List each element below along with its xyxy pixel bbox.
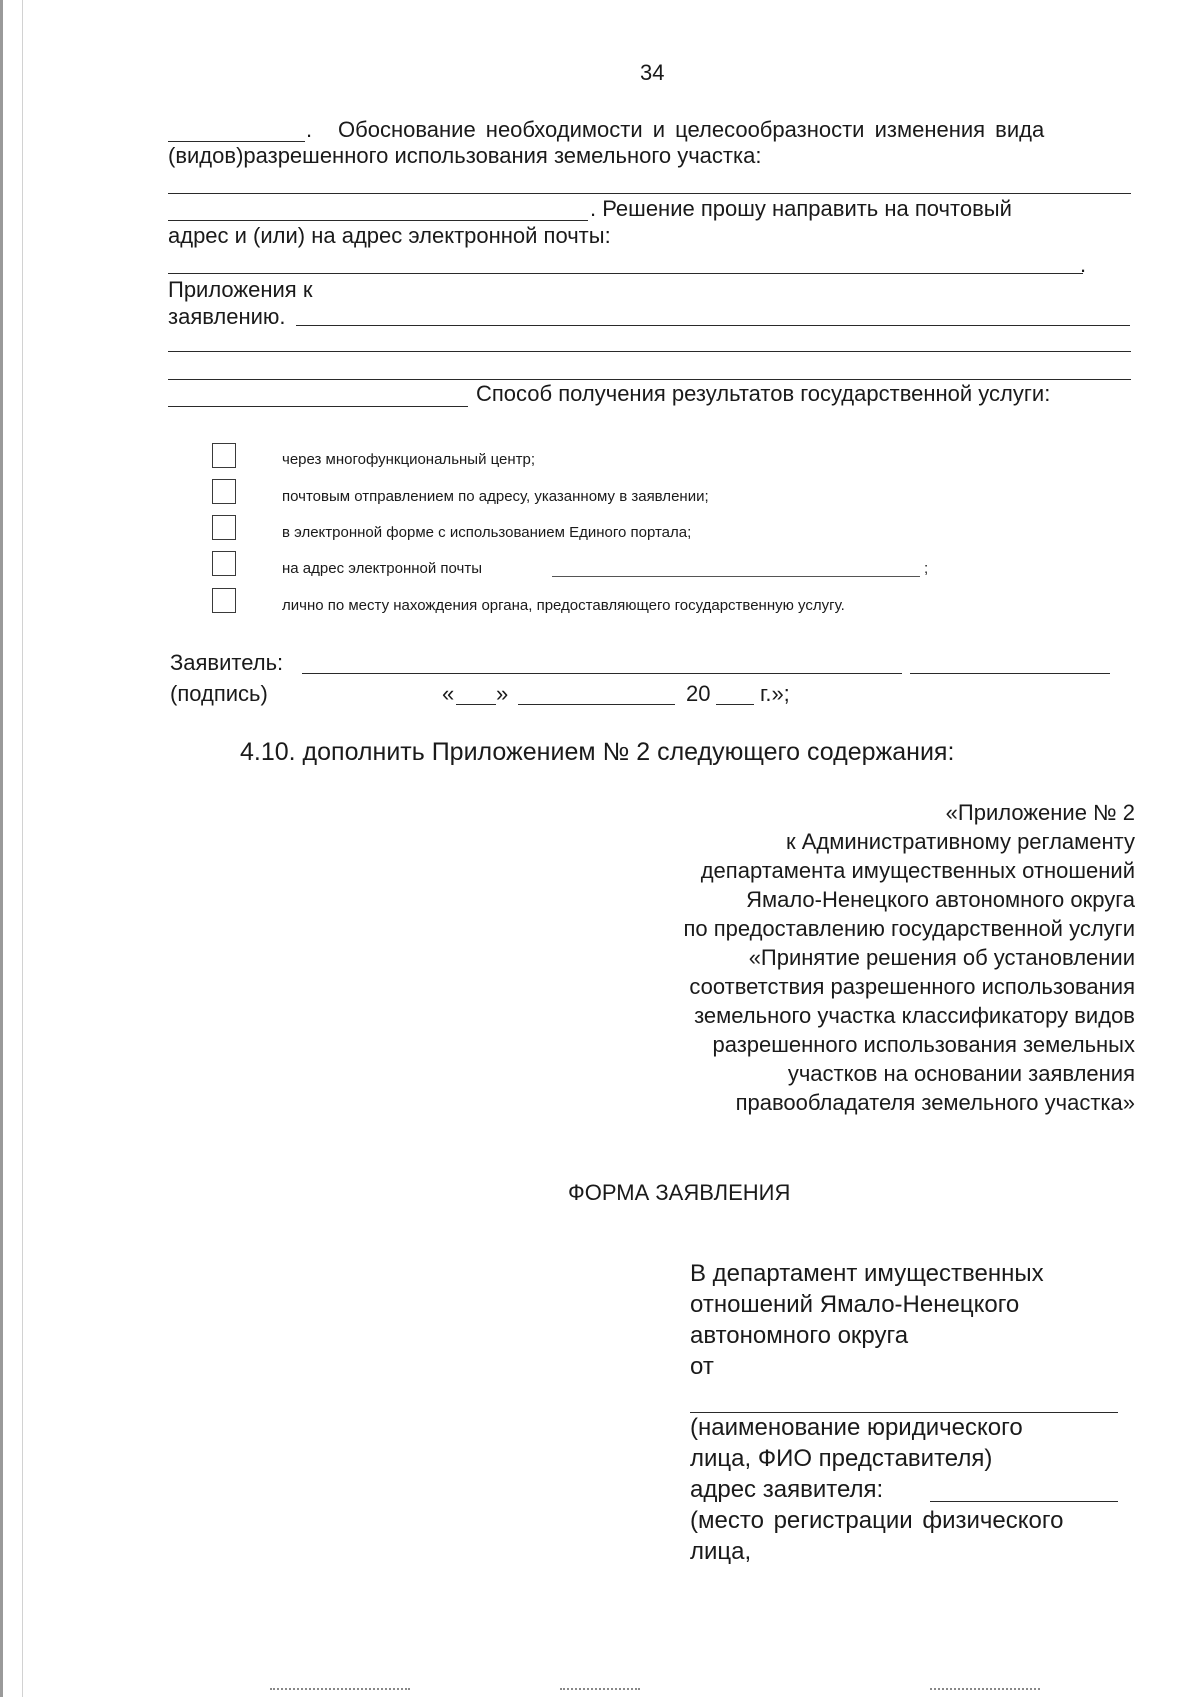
attachments-label-line1: Приложения к [168, 277, 313, 302]
method-heading: Способ получения результатов государственной услуги: [476, 381, 1051, 406]
decision-end-dot: . [1080, 252, 1087, 277]
justification-text-line1: Обоснование необходимости и целесообразности изменения вида [338, 117, 1045, 142]
fill-line [168, 273, 1083, 274]
fill-line [168, 406, 468, 407]
appendix-header-line: земельного участка классификатору видов [694, 1003, 1135, 1028]
applicant-label: Заявитель: [170, 650, 284, 675]
page-left-edge [0, 0, 3, 1697]
applicant-caption-block [690, 1412, 1140, 1567]
option-checkbox-mfc[interactable] [212, 443, 236, 468]
option-label-in-person: лично по месту нахождения органа, предоставляющего государственную услугу. [282, 597, 845, 614]
page-number: 34 [640, 60, 665, 85]
scan-artifact [560, 1688, 640, 1690]
applicant-fill-line [302, 673, 902, 674]
year-suffix: г.»; [760, 681, 790, 706]
appendix-header-line: участков на основании заявления [787, 1061, 1135, 1086]
form-title: ФОРМА ЗАЯВЛЕНИЯ [568, 1180, 791, 1205]
option-label-mfc: через многофункциональный центр; [282, 451, 536, 468]
option-checkbox-email[interactable] [212, 551, 236, 576]
appendix-header-line: правообладателя земельного участка» [735, 1090, 1135, 1115]
justification-text-line2: (видов)разрешенного использования земельного участка: [168, 143, 762, 168]
option-checkbox-portal[interactable] [212, 515, 236, 540]
email-fill-line [552, 576, 920, 577]
addressee-line: от [690, 1353, 714, 1380]
appendix-header-line: департамента имущественных отношений [700, 858, 1135, 883]
appendix-header-line: разрешенного использования земельных [712, 1032, 1135, 1057]
page-left-edge-shadow [22, 0, 23, 1697]
fill-line [296, 325, 1130, 326]
name-caption-line1: (наименование юридического [690, 1414, 1023, 1441]
year-prefix: 20 [686, 681, 711, 706]
signature-label: (подпись) [170, 681, 268, 706]
registration-caption-line2: лица, [690, 1538, 752, 1565]
month-fill-line [518, 704, 675, 705]
appendix-header-line: «Приложение № 2 [945, 800, 1135, 825]
date-close-quote: » [496, 681, 509, 706]
signature-fill-line [910, 673, 1110, 674]
addressee-line: В департамент имущественных [690, 1260, 1044, 1287]
scan-artifact [270, 1688, 410, 1690]
year-fill-line [716, 704, 754, 705]
registration-caption-line1: (место регистрации физического [690, 1507, 1064, 1534]
scan-artifact [930, 1688, 1040, 1690]
addressee-line: автономного округа [690, 1322, 909, 1349]
option-label-post: почтовым отправлением по адресу, указанному в заявлении; [282, 488, 709, 505]
date-open-quote: « [442, 681, 455, 706]
appendix-header [560, 798, 1135, 1117]
fill-line [168, 193, 1131, 194]
addressee-block [690, 1258, 1140, 1382]
appendix-header-line: к Административному регламенту [785, 829, 1135, 854]
blank-line [168, 141, 305, 142]
option-label-portal: в электронной форме с использованием Единого портала; [282, 524, 692, 541]
address-label: адрес заявителя: [690, 1476, 884, 1503]
attachments-label-line2: заявлению. [168, 304, 286, 329]
decision-text-line1: . Решение прошу направить на почтовый [590, 196, 1012, 221]
appendix-header-line: Ямало-Ненецкого автономного округа [746, 887, 1135, 912]
appendix-header-line: соответствия разрешенного использования [689, 974, 1135, 999]
option-checkbox-post[interactable] [212, 479, 236, 504]
option-email-suffix: ; [924, 560, 929, 577]
amendment-text: 4.10. дополнить Приложением № 2 следующего содержания: [240, 738, 955, 766]
option-label-email: на адрес электронной почты [282, 560, 483, 577]
appendix-header-line: «Принятие решения об установлении [748, 945, 1135, 970]
option-checkbox-in-person[interactable] [212, 588, 236, 613]
decision-text-line2: адрес и (или) на адрес электронной почты: [168, 223, 611, 248]
fill-line [168, 220, 588, 221]
addressee-line: отношений Ямало-Ненецкого [690, 1291, 1020, 1318]
name-caption-line2: лица, ФИО представителя) [690, 1445, 993, 1472]
day-fill-line [456, 704, 496, 705]
fill-line [168, 379, 1131, 380]
justification-dot: . [306, 117, 313, 142]
fill-line [168, 351, 1131, 352]
address-fill-line [930, 1501, 1118, 1502]
appendix-header-line: по предоставлению государственной услуги [683, 916, 1135, 941]
